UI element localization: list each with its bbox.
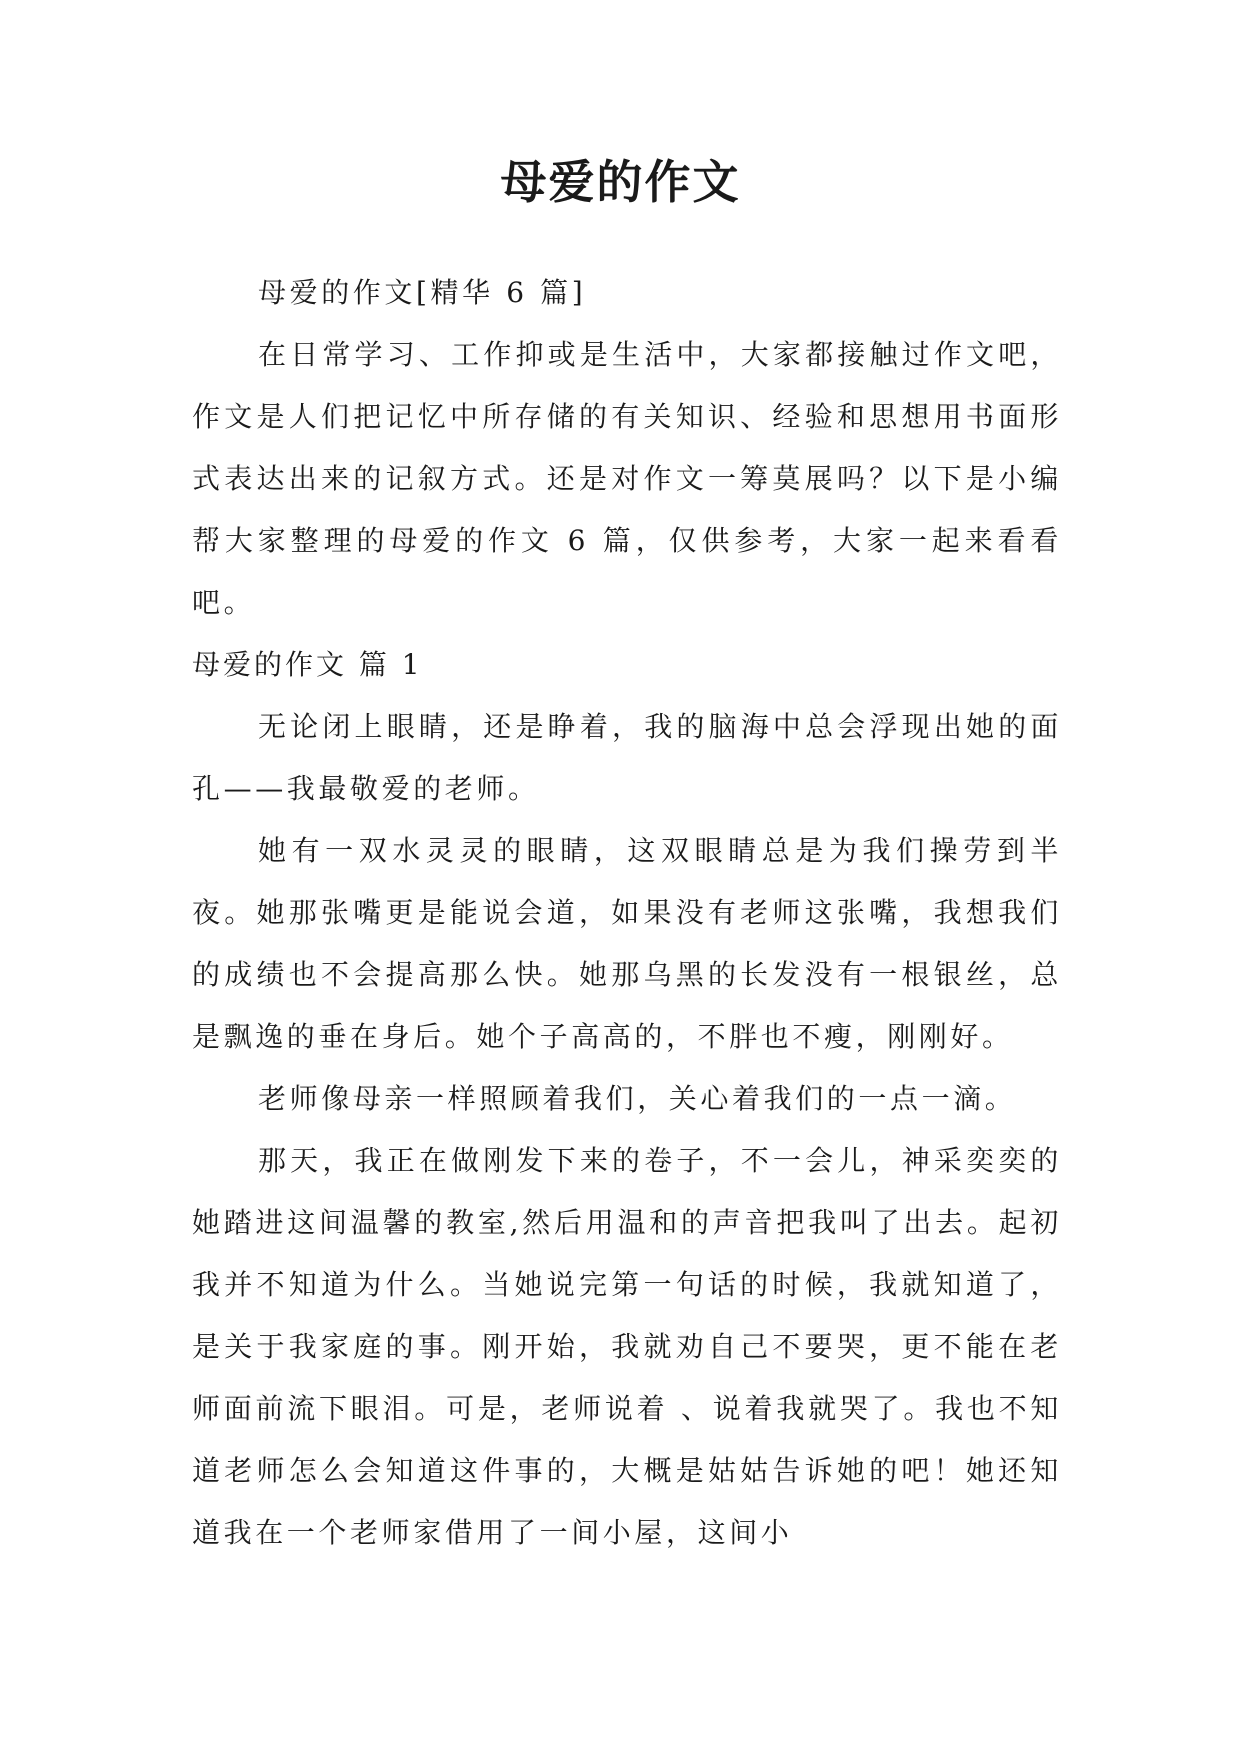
body-paragraph: 她有一双水灵灵的眼睛，这双眼睛总是为我们操劳到半夜。她那张嘴更是能说会道，如果没有老师这张嘴，我想我们的成绩也不会提高那么快。她那乌黑的长发没有一根银丝，总是飘逸的垂在身后。她个子高高的，不胖也不瘦，刚刚好。	[192, 834, 1062, 1053]
document-subtitle: 母爱的作文[精华 6 篇]	[258, 276, 587, 309]
document-title: 母爱的作文	[500, 155, 741, 209]
intro-paragraph: 在日常学习、工作抑或是生活中，大家都接触过作文吧，作文是人们把记忆中所存储的有关知识、经验和思想用书面形式表达出来的记叙方式。还是对作文一筹莫展吗？以下是小编帮大家整理的母爱的作文 6 篇，仅供参考，大家一起来看看吧。	[192, 338, 1062, 619]
document-body	[192, 262, 1062, 1564]
body-paragraph: 无论闭上眼睛，还是睁着，我的脑海中总会浮现出她的面孔——我最敬爱的老师。	[192, 710, 1062, 805]
body-paragraph: 老师像母亲一样照顾着我们，关心着我们的一点一滴。	[258, 1082, 1017, 1115]
body-paragraph: 那天，我正在做刚发下来的卷子，不一会儿，神采奕奕的她踏进这间温馨的教室,然后用温和的声音把我叫了出去。起初我并不知道为什么。当她说完第一句话的时候，我就知道了，是关于我家庭的事。刚开始，我就劝自己不要哭，更不能在老师面前流下眼泪。可是，老师说着 、说着我就哭了。我也不知道老师怎么会知道这件事的，大概是姑姑告诉她的吧！她还知道我在一个老师家借用了一间小屋，这间小	[192, 1144, 1062, 1549]
section-heading: 母爱的作文 篇 1	[192, 648, 423, 681]
